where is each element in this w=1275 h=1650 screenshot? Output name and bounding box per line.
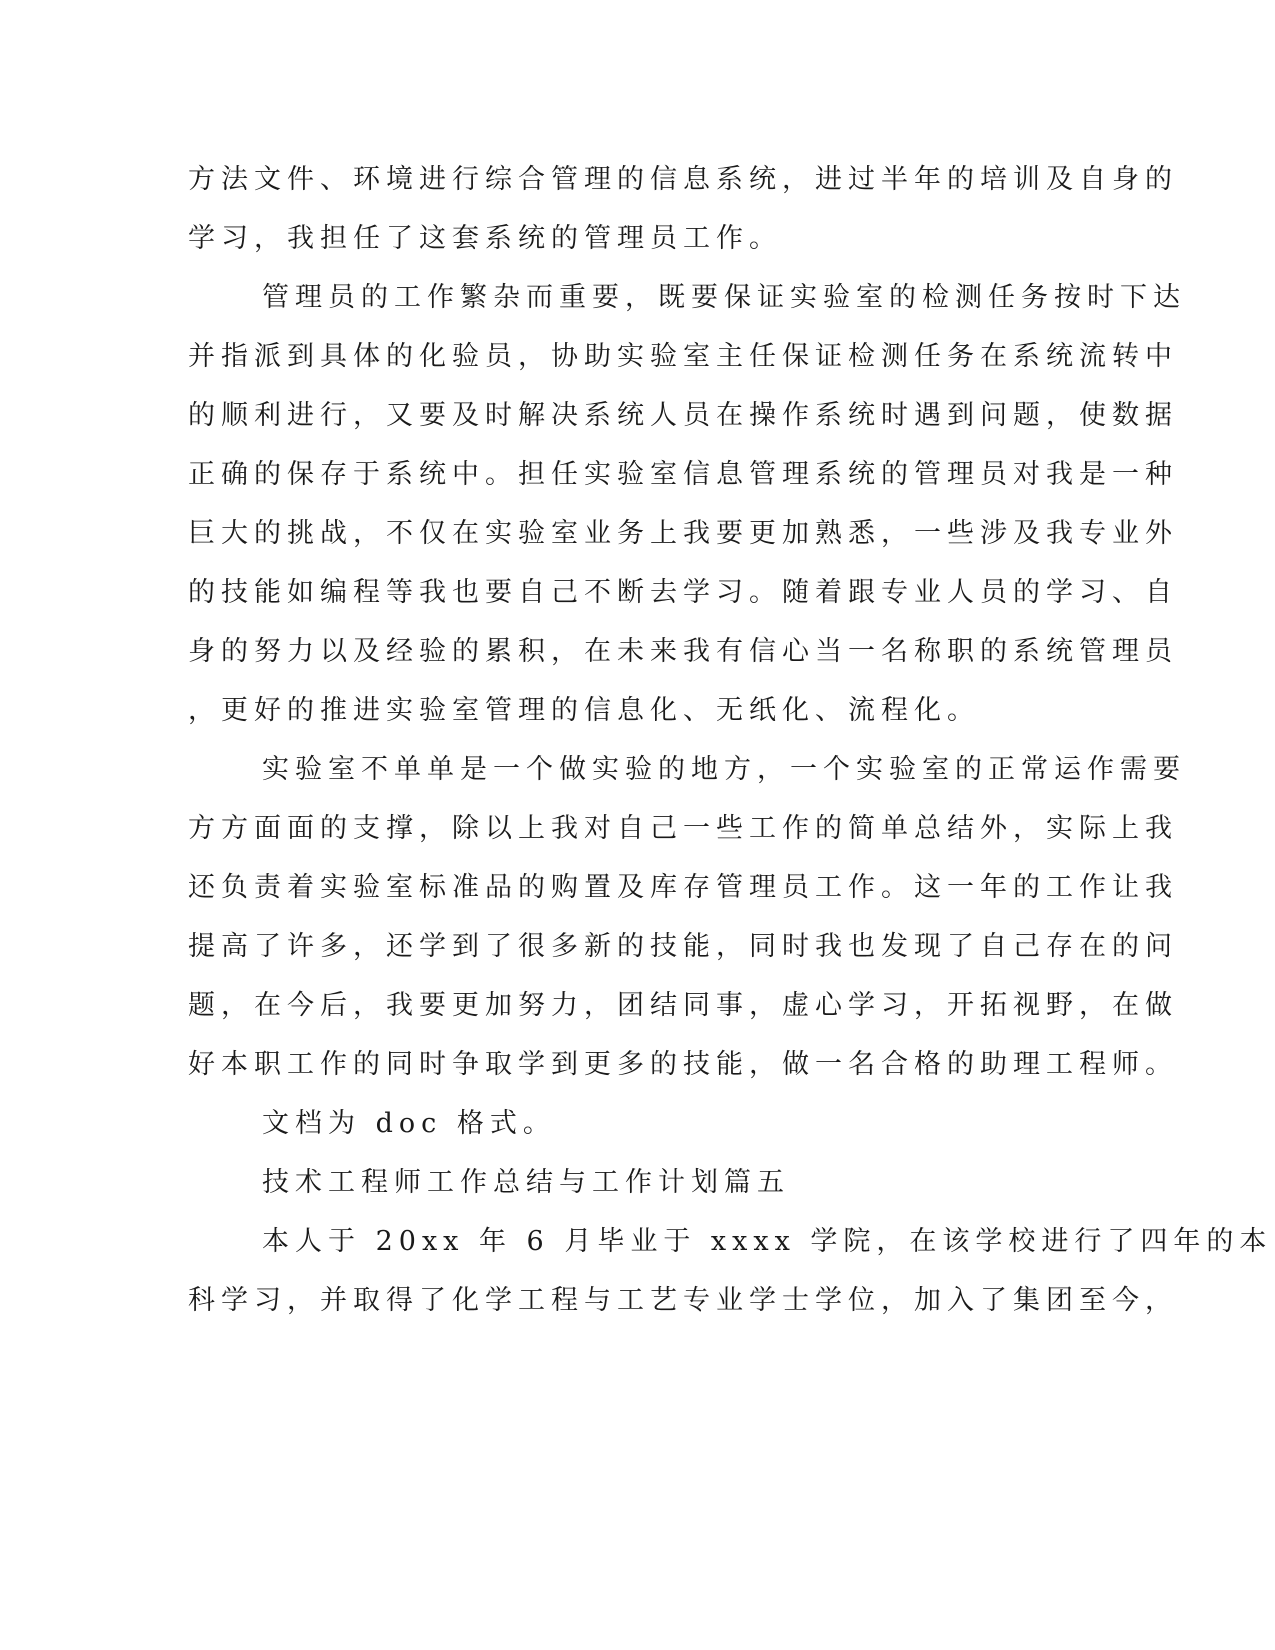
paragraph-start-line: 实验室不单单是一个做实验的地方，一个实验室的正常运作需要 (262, 754, 1186, 785)
text-line: 提高了许多，还学到了很多新的技能，同时我也发现了自己存在的问 (188, 931, 1178, 962)
format-note: 文档为 doc 格式。 (262, 1108, 556, 1139)
text-line: 正确的保存于系统中。担任实验室信息管理系统的管理员对我是一种 (188, 459, 1178, 490)
paragraph-start-line: 本人于 20xx 年 6 月毕业于 xxxx 学院，在该学校进行了四年的本 (262, 1226, 1273, 1257)
paragraph-start-line: 管理员的工作繁杂而重要，既要保证实验室的检测任务按时下达 (262, 282, 1186, 313)
text-line: 还负责着实验室标准品的购置及库存管理员工作。这一年的工作让我 (188, 872, 1178, 903)
text-line: 方法文件、环境进行综合管理的信息系统，进过半年的培训及自身的 (188, 164, 1178, 195)
text-line: 巨大的挑战，不仅在实验室业务上我要更加熟悉，一些涉及我专业外 (188, 518, 1178, 549)
text-line: 题，在今后，我要更加努力，团结同事，虚心学习，开拓视野，在做 (188, 990, 1178, 1021)
text-line: 科学习，并取得了化学工程与工艺专业学士学位，加入了集团至今， (188, 1285, 1178, 1316)
text-line: 学习，我担任了这套系统的管理员工作。 (188, 223, 782, 254)
text-line: 方方面面的支撑，除以上我对自己一些工作的简单总结外，实际上我 (188, 813, 1178, 844)
text-line: 身的努力以及经验的累积，在未来我有信心当一名称职的系统管理员 (188, 636, 1178, 667)
text-line: 的技能如编程等我也要自己不断去学习。随着跟专业人员的学习、自 (188, 577, 1178, 608)
text-line: 的顺利进行，又要及时解决系统人员在操作系统时遇到问题，使数据 (188, 400, 1178, 431)
text-line: ，更好的推进实验室管理的信息化、无纸化、流程化。 (188, 695, 980, 726)
section-heading: 技术工程师工作总结与工作计划篇五 (262, 1167, 790, 1198)
text-line: 好本职工作的同时争取学到更多的技能，做一名合格的助理工程师。 (188, 1049, 1178, 1080)
text-line: 并指派到具体的化验员，协助实验室主任保证检测任务在系统流转中 (188, 341, 1178, 372)
